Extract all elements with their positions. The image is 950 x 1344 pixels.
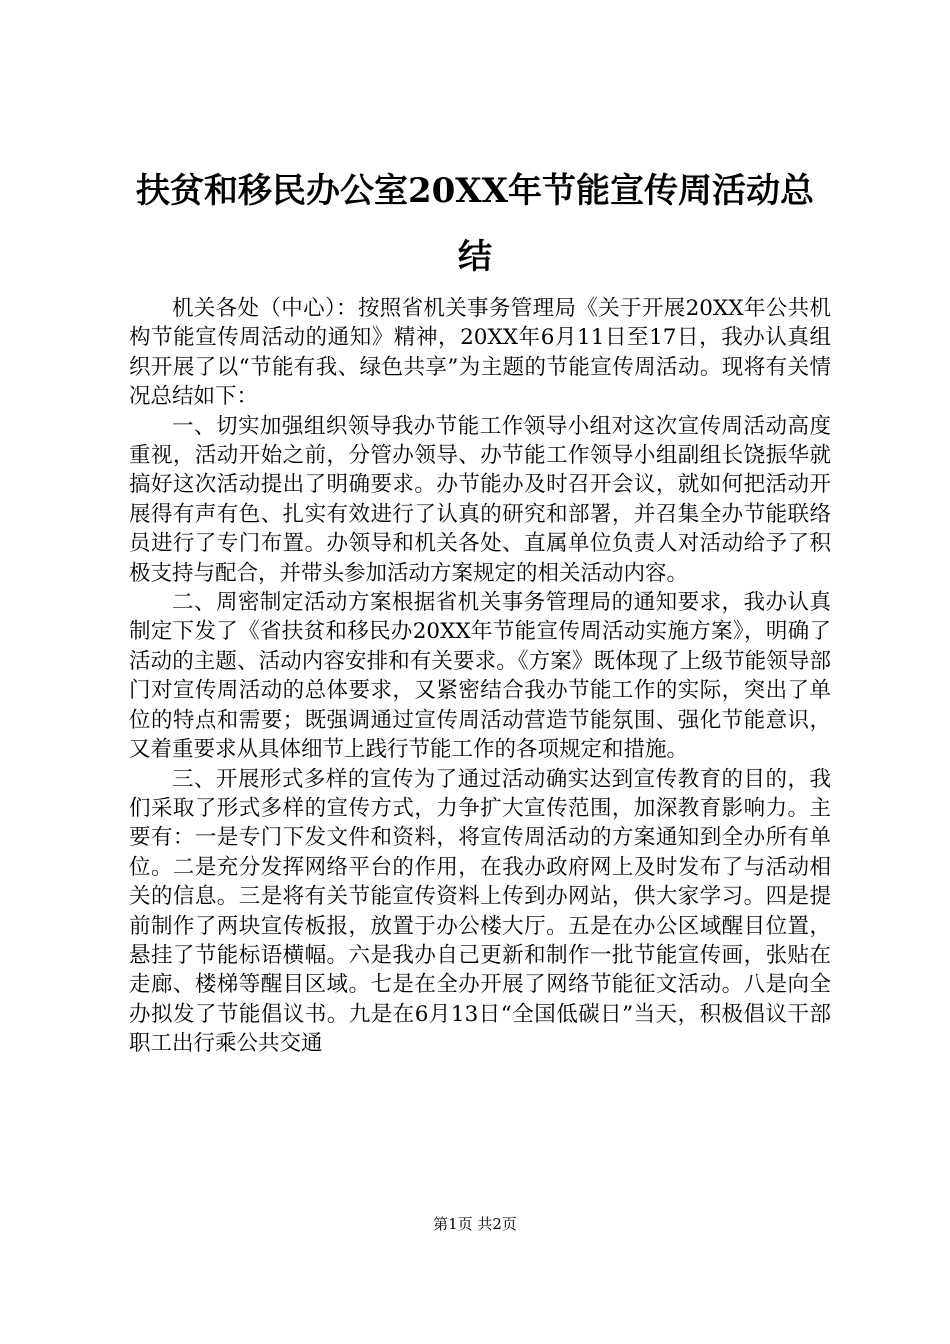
paragraph-section-3: 三、开展形式多样的宣传为了通过活动确实达到宣传教育的目的，我们采取了形式多样的宣传方式，力争扩大宣传范围，加深教育影响力。主要有：一是专门下发文件和资料，将宣传周活动的方案通知到全办所有单位。二是充分发挥网络平台的作用，在我办政府网上及时发布了与活动相关的信息。三是将有关节能宣传资料上传到办网站，供大家学习。四是提前制作了两块宣传板报，放置于办公楼大厅。五是在办公区域醒目位置，悬挂了节能标语横幅。六是我办自己更新和制作一批节能宣传画，张贴在走廊、楼梯等醒目区域。七是在全办开展了网络节能征文活动。八是向全办拟发了节能倡议书。九是在6月13日“全国低碳日”当天，积极倡议干部职工出行乘公共交通	[129, 766, 831, 1057]
paragraph-intro: 机关各处（中心）：按照省机关事务管理局《关于开展20XX年公共机构节能宣传周活动的通知》精神，20XX年6月11日至17日，我办认真组织开展了以“节能有我、绿色共享”为主题的节能宣传周活动。现将有关情况总结如下：	[129, 296, 831, 410]
page-footer: 第1页 共2页	[433, 1215, 517, 1233]
paragraph-section-2: 二、周密制定活动方案根据省机关事务管理局的通知要求，我办认真制定下发了《省扶贫和移民办20XX年节能宣传周活动实施方案》，明确了活动的主题、活动内容安排和有关要求。《方案》既体现了上级节能领导部门对宣传周活动的总体要求，又紧密结合我办节能工作的实际，突出了单位的特点和需要；既强调通过宣传周活动营造节能氛围、强化节能意识，又着重要求从具体细节上践行节能工作的各项规定和措施。	[129, 590, 831, 763]
paragraph-section-1: 一、切实加强组织领导我办节能工作领导小组对这次宣传周活动高度重视，活动开始之前，分管办领导、办节能工作领导小组副组长饶振华就搞好这次活动提出了明确要求。办节能办及时召开会议，就如何把活动开展得有声有色、扎实有效进行了认真的研究和部署，并召集全办节能联络员进行了专门布置。办领导和机关各处、直属单位负责人对活动给予了积极支持与配合，并带头参加活动方案规定的相关活动内容。	[129, 413, 831, 586]
page-title: 扶贫和移民办公室20XX年节能宣传周活动总结	[135, 171, 815, 277]
document-body	[129, 294, 831, 1059]
